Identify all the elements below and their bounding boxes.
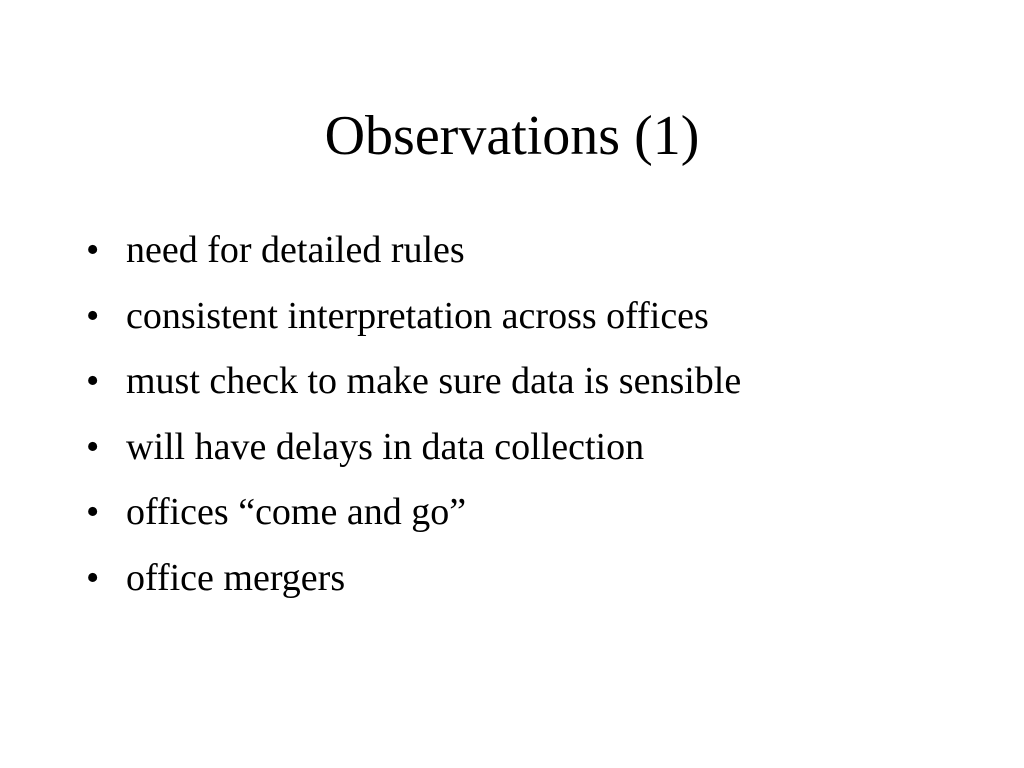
bullet-item <box>86 556 741 600</box>
bullet-text: offices “come and go” <box>126 491 467 533</box>
bullet-item <box>86 425 741 469</box>
bullet-text: consistent interpretation across offices <box>126 294 709 337</box>
bullet-item <box>86 490 741 534</box>
bullet-text: office mergers <box>126 556 346 599</box>
bullet-marker: • <box>86 294 100 337</box>
bullet-marker: • <box>86 360 100 402</box>
bullet-text: need for detailed rules <box>126 229 465 271</box>
bullet-list <box>86 228 741 621</box>
slide-title: Observations (1) <box>324 105 700 167</box>
bullet-marker: • <box>86 229 100 271</box>
bullet-item <box>86 359 741 403</box>
bullet-text: must check to make sure data is sensible <box>126 360 742 402</box>
bullet-marker: • <box>86 491 100 533</box>
bullet-item <box>86 294 741 338</box>
bullet-marker: • <box>86 556 100 599</box>
bullet-text: will have delays in data collection <box>126 425 645 468</box>
bullet-item <box>86 228 741 272</box>
bullet-marker: • <box>86 425 100 468</box>
